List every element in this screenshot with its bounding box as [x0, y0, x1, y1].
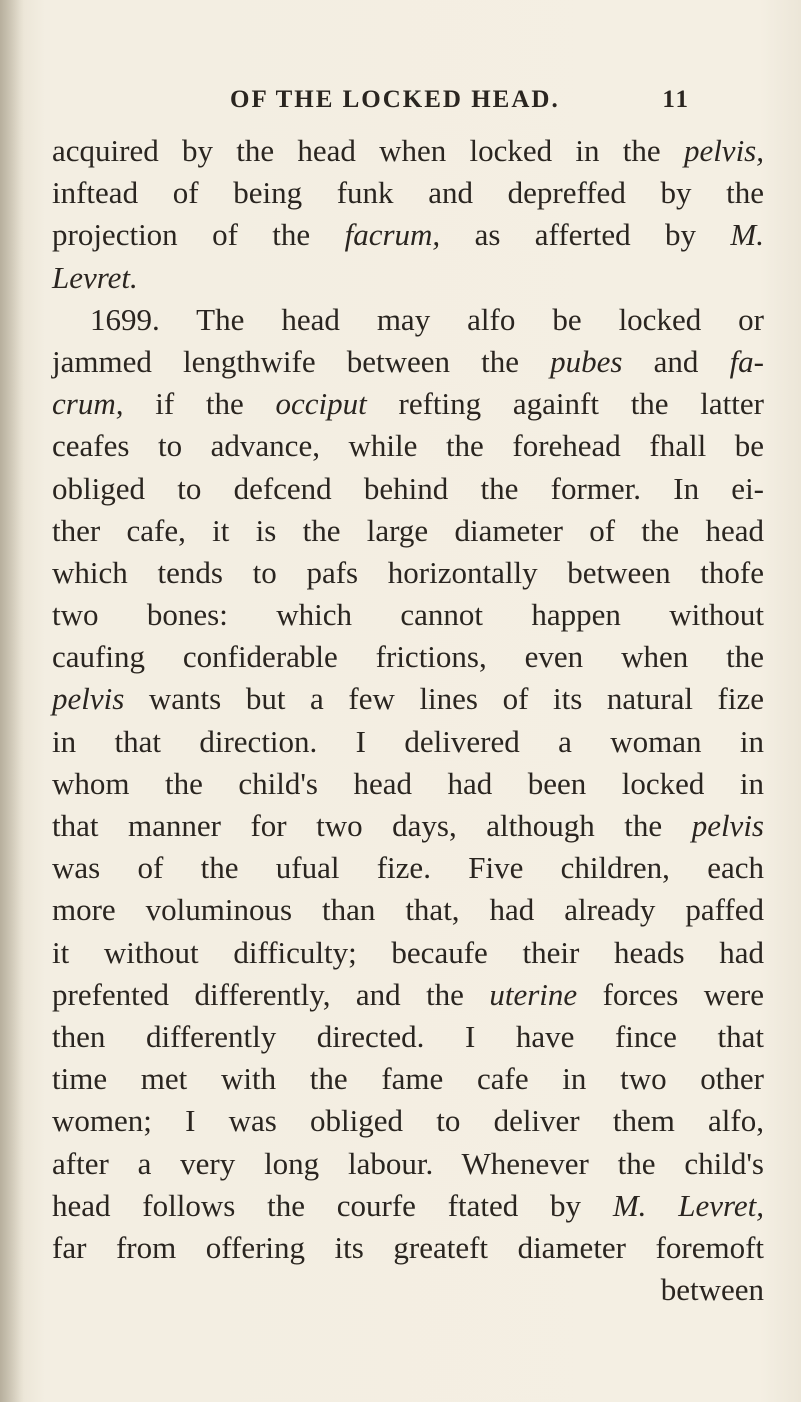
- text-segment: wants but a few lines of its natural fize: [124, 681, 764, 717]
- text-segment: caufing confiderable frictions, even when the: [52, 639, 764, 675]
- text-line: [52, 763, 764, 805]
- text-segment: women; I was obliged to deliver them alfo,: [52, 1103, 764, 1139]
- text-line: [52, 510, 764, 552]
- text-line: [52, 974, 764, 1016]
- text-line: [52, 1269, 764, 1311]
- text-segment: Levret.: [52, 259, 138, 295]
- text-segment: between: [660, 1272, 764, 1308]
- text-line: [52, 299, 764, 341]
- page-number: 11: [662, 86, 690, 113]
- text-segment: pelvis: [52, 681, 125, 717]
- text-segment: after a very long labour. Whenever the child's: [52, 1145, 764, 1181]
- text-segment: acquired by the head when locked in the: [52, 133, 684, 168]
- text-line: [52, 130, 764, 172]
- text-line: [52, 1100, 764, 1142]
- text-segment: M. Levret,: [612, 1187, 764, 1223]
- text-segment: which tends to pafs horizontally between thofe: [52, 554, 764, 590]
- text-line: [52, 341, 764, 383]
- text-segment: pubes: [550, 343, 623, 379]
- text-line: [52, 1016, 764, 1058]
- text-segment: if the: [123, 386, 276, 422]
- text-segment: it without difficulty; becaufe their heads had: [52, 934, 764, 970]
- running-title: OF THE LOCKED HEAD.: [230, 86, 560, 113]
- text-segment: obliged to defcend behind the former. In ei-: [52, 470, 764, 506]
- text-segment: uterine: [489, 976, 578, 1012]
- text-line: [52, 214, 764, 256]
- text-line: [52, 889, 764, 931]
- text-line: [52, 1227, 764, 1269]
- text-segment: in that direction. I delivered a woman in: [52, 723, 764, 759]
- page-header: [230, 80, 690, 120]
- text-line: [52, 847, 764, 889]
- text-line: [52, 1185, 764, 1227]
- text-line: [52, 1143, 764, 1185]
- text-segment: was of the ufual fize. Five children, each: [52, 850, 764, 886]
- text-segment: pelvis: [691, 808, 764, 843]
- text-segment: jammed lengthwife between the: [52, 343, 551, 379]
- text-line: [52, 594, 764, 636]
- text-segment: occiput: [275, 386, 367, 422]
- text-line: [52, 1058, 764, 1100]
- text-segment: far from offering its greateft diameter foremoft: [52, 1229, 764, 1265]
- text-segment: time met with the fame cafe in two other: [52, 1061, 764, 1097]
- text-line: [52, 636, 764, 678]
- text-segment: pelvis,: [683, 133, 764, 168]
- text-segment: forces were: [577, 976, 764, 1012]
- text-segment: projection of the: [52, 217, 345, 253]
- text-line: [52, 552, 764, 594]
- text-segment: two bones: which cannot happen without: [52, 597, 764, 633]
- text-segment: head follows the courfe ftated by: [52, 1187, 613, 1223]
- text-line: [52, 383, 764, 425]
- text-line: [52, 678, 764, 720]
- text-line: [52, 721, 764, 763]
- body-text: [52, 130, 764, 1311]
- text-segment: as afferted by: [440, 217, 731, 253]
- text-segment: refting againft the latter: [366, 386, 764, 422]
- text-segment: and: [622, 343, 730, 379]
- text-segment: ceafes to advance, while the forehead fhall be: [52, 428, 764, 464]
- text-segment: 1699. The head may alfo be locked or: [90, 301, 764, 337]
- text-segment: facrum,: [344, 217, 441, 253]
- text-line: [52, 425, 764, 467]
- text-line: [52, 805, 764, 847]
- text-segment: more voluminous than that, had already paffed: [52, 892, 764, 928]
- text-line: [52, 932, 764, 974]
- text-segment: that manner for two days, although the: [52, 808, 692, 843]
- text-line: [52, 172, 764, 214]
- text-segment: whom the child's head had been locked in: [52, 765, 764, 801]
- text-segment: prefented differently, and the: [52, 976, 490, 1012]
- text-segment: crum,: [52, 386, 124, 422]
- text-segment: fa-: [729, 343, 764, 379]
- text-segment: M.: [730, 217, 764, 253]
- text-segment: inftead of being funk and depreffed by the: [52, 175, 764, 211]
- text-line: [52, 468, 764, 510]
- text-line: [52, 257, 764, 299]
- gutter-shadow: [0, 0, 24, 1402]
- text-segment: then differently directed. I have fince that: [52, 1018, 764, 1054]
- text-segment: ther cafe, it is the large diameter of the head: [52, 512, 764, 548]
